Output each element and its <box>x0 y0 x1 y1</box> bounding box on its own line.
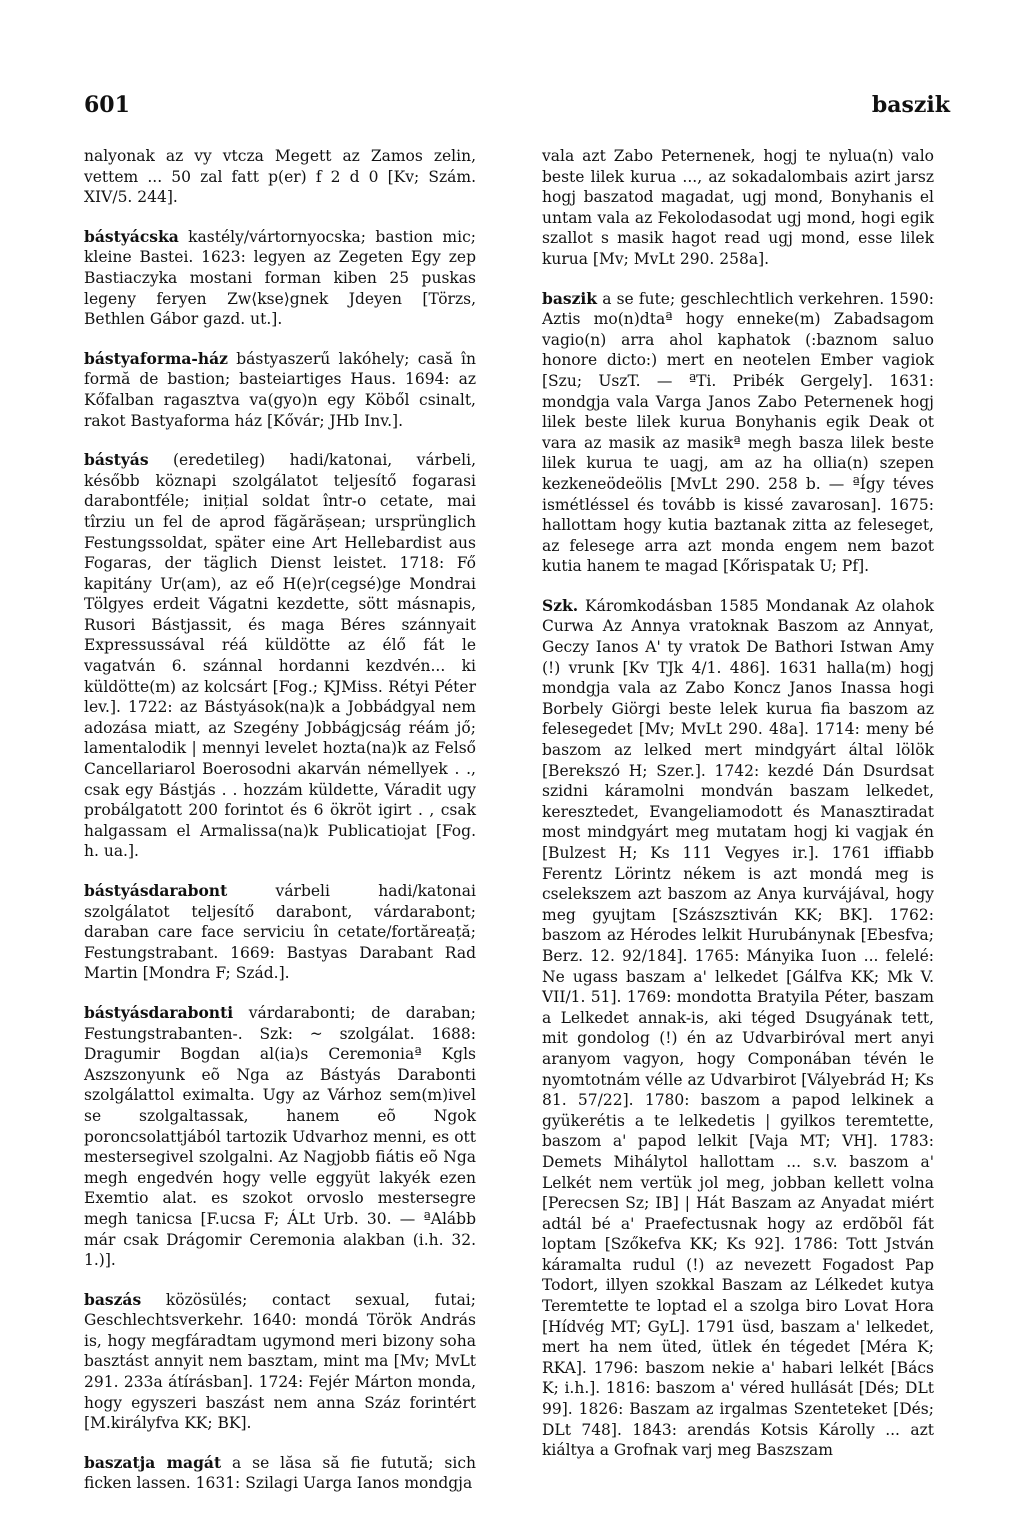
entry-text: Káromkodásban 1585 Mondanak Az olahok Curwa Az Annya vratoknak Baszom az Annyat, Geczy Ianos A' ty vratok De Bathori Istwan Amy (!) vrunk [Kv TJk 4/1. 486]. 1631 halla(m) hogj mondgja vala az Zabo Koncz Janos Inassa hogi Borbely Giörgi beste lelek kurua fia baszom az felesegedet [Mv; MvLt 290. 48a]. 1714: meny bé baszom az lelked mert mindgyárt által lölök [Berekszó H; Szer.]. 1742: kezdé Dán Dsurdsat szidni káramolni mondván baszam lelkedet, keresztedet, Evangeliamodott és Manasztiradat most mindgyárt meg mutatam hogj ki vagjak én [Bulzest H; Ks 111 Vegyes ir.]. 1761 iffiabb Ferentz Lörintz nékem is azt mondá meg is cselekszem azt baszom az Anya kurvájával, hogy meg gyujtam [Szászsztiván KK; BK]. 1762: baszom az Hérodes lelkit Hurubánynak [Ebesfva; Berz. 12. 92/184]. 1765: Mányika Iuon ... felelé: Ne ugass baszam a' lelkedet [Gálfva KK; Mk V. VII/1. 51]. 1769: mondotta Bratyila Péter, baszam a Lelkedet annak-is, aki téged Dsugyának tett, mit gondolog (!) én az Udvarbiróval mert anyi aranyom vagyon, hogy Componában tévén le nyomtotnám vélle az Udvarbirot [Vályebrád H; Ks 81. 57/22]. 1780: baszom a papod lelkinek a gyükerétis a te lelkedetis | gyilkos teremtette, baszom a' papod lelkit [Vaja MT; VH]. 1783: Demets Mihálytol hallottam ... s.v. baszom a' Lelkét nem vertük jol meg, jobban kellett volna [Perecsen Sz; IB] | Hát Baszam az Anyadat miért adtál bé a' Praefectusnak hogy az erdõbõl fát loptam [Szőkefva KK; Ks 92]. 1786: Tott Jstván káramalta rudul (!) az nevezett Fogadost Pap Todort, illyen szokkal Baszam az Lélkedet kutya Teremtette te loptad el a szolga biro Lovat Hora [Hídvég MT; GyL]. 1791 üsd, baszam a' lelkedet, mert ha nem üted, ütlek én tégedet [Méra K; RKA]. 1796: baszom nekie a' habari lelkét [Bács K; i.h.]. 1816: baszom a' véred hullását [Dés; DLt 99]. 1826: Baszam az irgalmas Szenteteket [Dés; DLt 748]. 1843: arendás Kotsis Károlly ... azt kiáltya a Grofnak varj meg Baszszam <box>542 596 934 1460</box>
entry-baszas <box>84 1290 476 1434</box>
entry-text: nalyonak az vy vtcza Megett az Zamos zelin, vettem ... 50 zal fatt p(er) f 2 d 0 [Kv; Szám. XIV/5. 244]. <box>84 147 476 207</box>
entry-text: közösülés; contact sexual, futai; Geschlechtsverkehr. 1640: mondá Török András is, hogy megfáradtam ugymond meri bizony soha basztást annyit nem basztam, mint ma [Mv; MvLt 291. 233a átírásban]. 1724: Fejér Márton monda, hogy egyszeri baszást nem anna Száz forintért [M.királyfva KK; BK]. <box>84 1290 476 1433</box>
entry-text: a se fute; geschlechtlich verkehren. 1590: Aztis mo(n)dtaª hogy enneke(m) Zabadsagom vagio(n) arra ahol kaphatok (:baznom saluo honore dicto:) mert en neotelen Ember vagiok [Szu; UszT. — ªTi. Pribék Gergely]. 1631: mondgja vala Varga Janos Zabo Peternenek hogj lilek beste lilek kurua Bonyhanis egik Deak ot vara az masik az masikª megh basza lilek beste lilek kurua te uagj, am az ha ollia(n) szepen kezkeneödeölis [MvLt 290. 258 b. — ªÍgy téves ismétléssel és tovább is kissé zavarosan]. 1675: hallottam hogy kutia baztanak zitta az feleseget, az felesege arra azt monda engem nem bazot kutia hanem te magad [Kőrispatak U; Pf]. <box>542 289 934 576</box>
entry-text: várdarabonti; de daraban; Festungstrabanten-. Szk: ~ szolgálat. 1688: Dragumir Bogdan al(ia)s Ceremoniaª Kgls Aszszonyunk eõ Nga az Bástyás Darabonti szolgálattol eximalta. Ugy az Várhoz sem(m)ivel se szolgaltassak, hanem eõ Ngok poroncsolattjából tartozik Udvarhoz menni, es ott mestersegivel szolgalni. Az Nagjobb fiátis eõ Nga megh engedvén hogy velle eggyüt lakyék ezen Exemtio alat. es szokot orvoslo mestersegre megh tanicsa [F.ucsa F; ÁLt Urb. 30. — ªAlább már csak Drágomir Ceremonia alakban (i.h. 32. 1.)]. <box>84 1003 476 1270</box>
entry-bastyacska <box>84 227 476 330</box>
entry-headword: baszatja magát <box>84 1452 222 1472</box>
entry-text: kastély/vártornyocska; bastion mic; kleine Bastei. 1623: legyen az Zegeten Egy zep Bastiaczyka mostani forman kiben 25 puskas legeny feryen Zw⟨kse⟩gnek Jdeyen [Törzs, Bethlen Gábor gazd. ut.]. <box>84 227 476 329</box>
entry-headword: bástyaforma-ház <box>84 348 228 368</box>
entry-bastyasdarabont <box>84 881 476 984</box>
entry-headword: baszik <box>542 288 598 308</box>
entry-continuation <box>542 146 934 270</box>
entry-baszik <box>542 289 934 577</box>
entry-text: a se lăsa să fie futută; sich ficken lassen. 1631: Szilagi Uarga Ianos mondgja <box>84 1453 476 1493</box>
left-column <box>84 146 476 1513</box>
entry-headword: Szk. <box>542 595 579 615</box>
entry-headword: bástyás <box>84 450 149 470</box>
running-head: baszik <box>871 92 950 118</box>
entry-bastyaforma-haz <box>84 349 476 431</box>
page-number: 601 <box>84 92 130 118</box>
entry-headword: baszás <box>84 1289 142 1309</box>
right-column <box>542 146 934 1480</box>
entry-bastyas <box>84 450 476 862</box>
entry-headword: bástyásdarabonti <box>84 1002 234 1022</box>
entry-continuation <box>84 146 476 208</box>
entry-bastyasdarabonti <box>84 1003 476 1271</box>
entry-baszatja-magat <box>84 1453 476 1494</box>
entry-headword: bástyásdarabont <box>84 881 228 900</box>
page-header <box>84 92 950 122</box>
entry-szk <box>542 596 934 1461</box>
entry-text: (eredetileg) hadi/katonai, várbeli, később köznapi szolgálatot teljesítő fogarasi darabontféle; inițial soldat într-o cetate, mai tîrziu un fel de aprod făgărășean; ursprünglich Festungssoldat, später eine Art Hellebardist aus Fogaras, der täglich Dienst leistet. 1718: Fő kapitány Ur(am), az eő H(e)r(cegsé)ge Mondrai Tölgyes erdeit Vágatni kezdette, sött másnapis, Rusori Bástjassit, és maga Béres szánnyait Expressussával réá küldötte az élő fát le vagatván 6. szánnal hordanni kezdvén... ki küldötte(m) az kolcsárt [Fog.; KJMiss. Rétyi Péter lev.]. 1722: az Bástyások(na)k a Jobbádgyal nem adozása miatt, az Szegény Jobbágjcság réám jő; lamentalodik | mennyi levelet hozta(na)k az Felső Cancellariarol Boerosodni akarván némellyek . ., csak egy Bástjás . . hozzám küldette, Váradit ugy probálgatott 200 forintot és 6 ökröt igirt . , csak halgassam el Armalissa(na)k Publicatiojat [Fog. h. ua.]. <box>84 451 476 861</box>
entry-headword: bástyácska <box>84 226 179 246</box>
entry-text: várbeli hadi/katonai szolgálatot teljesítő darabont, várdarabont; daraban care face serviciu în cetate/fortăreață; Festungstrabant. 1669: Bastyas Darabant Rad Martin [Mondra F; Szád.]. <box>84 882 476 983</box>
entry-text: vala azt Zabo Peternenek, hogj te nylua(n) valo beste lilek kurua ..., az sokadalombais azirt jarsz hogj baszatod magadat, ugj mond, Bonyhanis el untam vala az Fekolodasodat ugj mond, hogi egik szallot s masik hagot read ugj mond, esse lilek kurua [Mv; MvLt 290. 258a]. <box>542 147 934 268</box>
entry-text: bástyaszerű lakóhely; casă în formă de bastion; basteiartiges Haus. 1694: az Kőfalban ragasztva va(gyo)n egy Köből csinalt, rakot Bastyaforma ház [Kővár; JHb Inv.]. <box>84 349 476 430</box>
